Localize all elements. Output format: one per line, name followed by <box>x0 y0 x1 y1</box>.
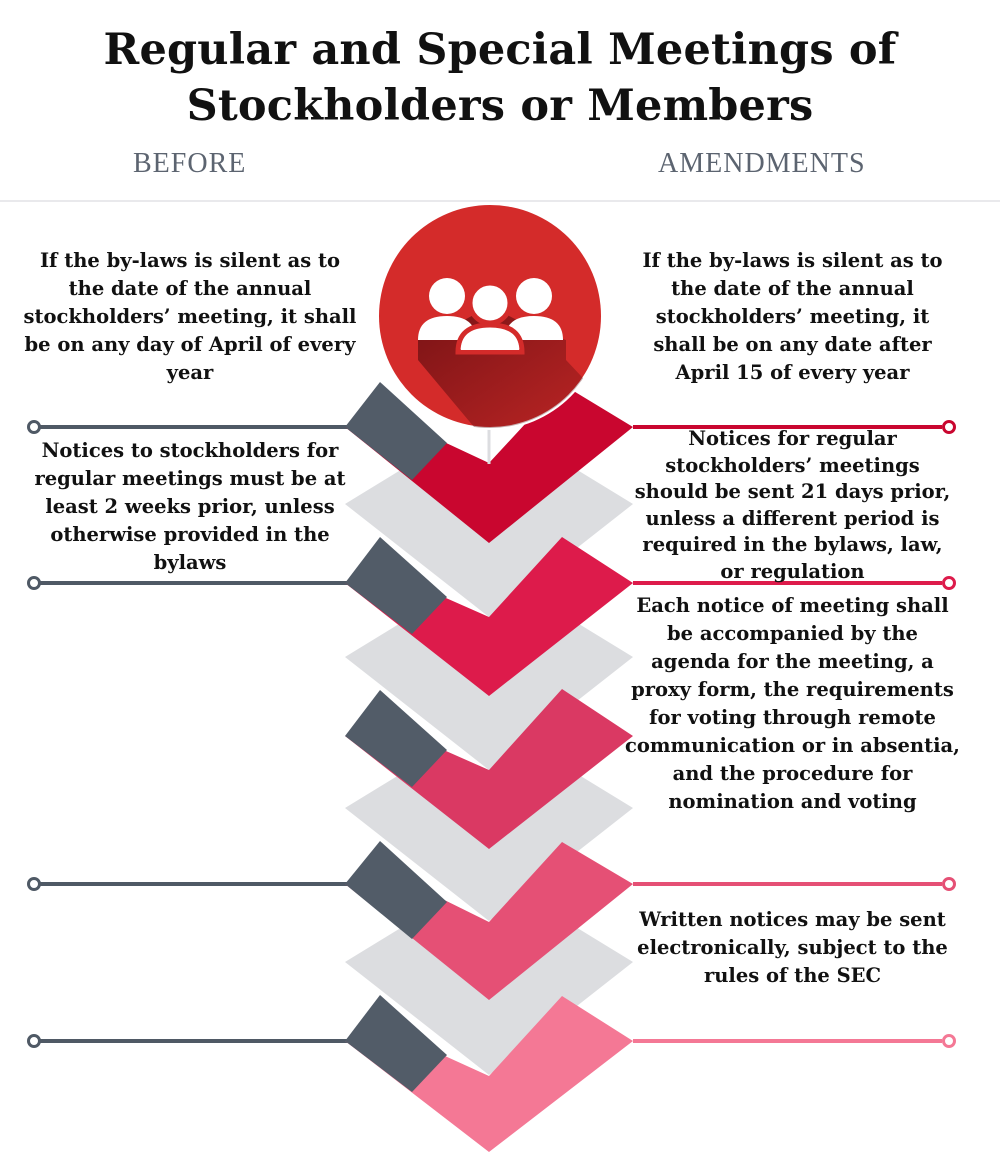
amendment-text-1: If the by-laws is silent as to the date of the annual stockholders’ meeting, it shall be on any date after April 15 of every year <box>642 249 943 384</box>
column-heading-amendments: AMENDMENTS <box>658 148 866 179</box>
left-connector-dot-3 <box>29 879 40 890</box>
left-connector-dot-2 <box>29 578 40 589</box>
amendment-text-3: Each notice of meeting shall be accompanied by the agenda for the meeting, a proxy form, the requirements for voting through remote communication or in absentia, and the procedure for nomination and voting <box>625 594 960 813</box>
before-text-2: Notices to stockholders for regular meetings must be at least 2 weeks prior, unless otherwise provided in the bylaws <box>34 439 346 574</box>
left-connector-dot-1 <box>29 422 40 433</box>
page-title: Regular and Special Meetings of Stockholders or Members <box>103 25 897 131</box>
before-text-1: If the by-laws is silent as to the date of the annual stockholders’ meeting, it shall be on any day of April of every year <box>23 249 357 384</box>
amendment-text-2: Notices for regular stockholders’ meetings should be sent 21 days prior, unless a different period is required in the bylaws, law, or regulation <box>634 427 951 583</box>
right-connector-dot-4 <box>944 1036 955 1047</box>
left-connector-dot-4 <box>29 1036 40 1047</box>
right-connector-dot-3 <box>944 879 955 890</box>
amendment-text-4: Written notices may be sent electronically, subject to the rules of the SEC <box>637 908 948 987</box>
column-heading-before: BEFORE <box>133 148 247 179</box>
